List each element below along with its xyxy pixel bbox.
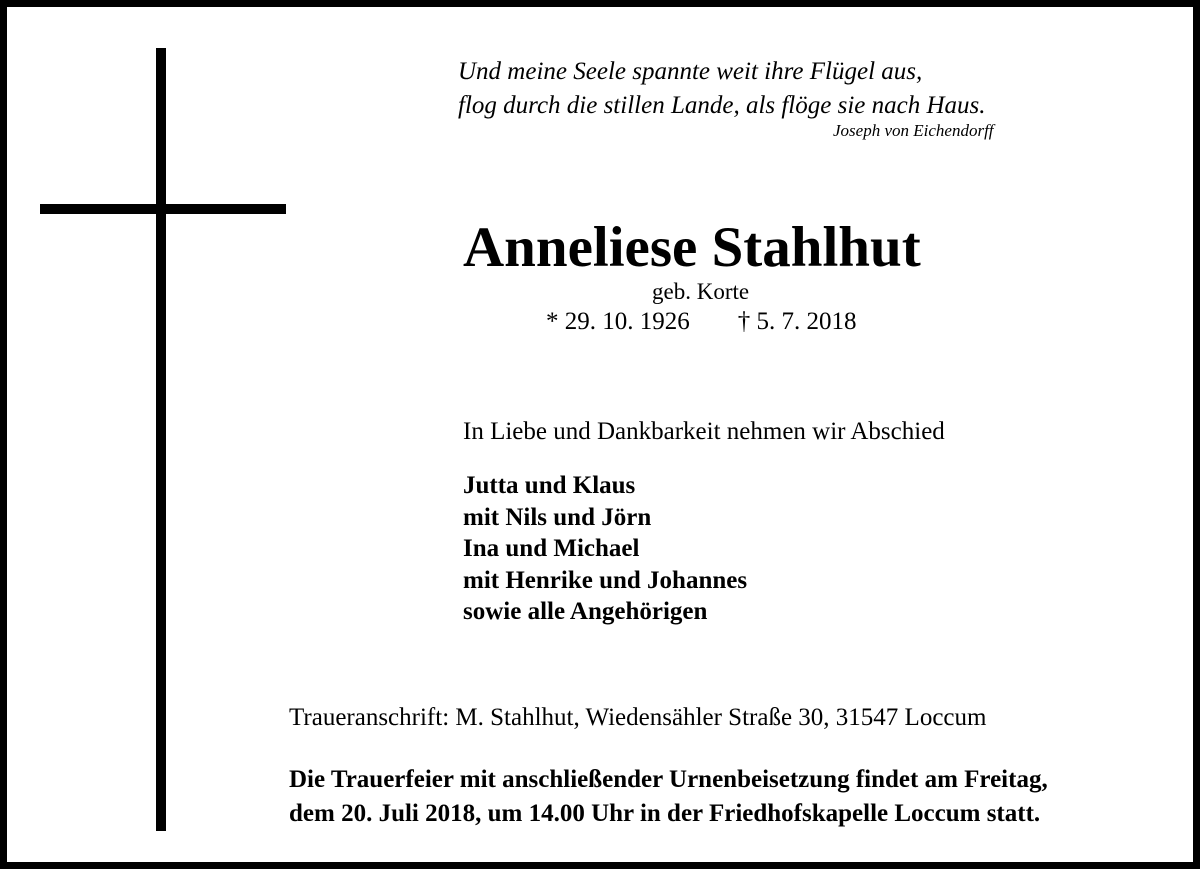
mourner-line: Jutta und Klaus — [463, 472, 636, 499]
mourner-line: mit Henrike und Johannes — [463, 566, 748, 594]
service-line: dem 20. Juli 2018, um 14.00 Uhr in der Friedhofskapelle Loccum statt. — [289, 800, 1041, 827]
cross-vertical-bar — [156, 48, 166, 831]
birth-date: * 29. 10. 1926 — [546, 308, 690, 335]
farewell-text: In Liebe und Dankbarkeit nehmen wir Abschied — [463, 418, 945, 445]
mourner-line: mit Nils und Jörn — [463, 503, 652, 531]
service-line: Die Trauerfeier mit anschließender Urnenbeisetzung findet am Freitag, — [289, 766, 1048, 793]
quote-line: flog durch die stillen Lande, als flöge sie nach Haus. — [458, 92, 986, 119]
cross-horizontal-bar — [40, 204, 286, 214]
mourners-list — [463, 470, 747, 628]
mourner-line: Ina und Michael — [463, 535, 640, 562]
deceased-name: Anneliese Stahlhut — [463, 216, 921, 279]
mourning-address: Traueranschrift: M. Stahlhut, Wiedensähler Straße 30, 31547 Loccum — [289, 704, 987, 731]
quote-author: Joseph von Eichendorff — [833, 121, 994, 140]
quote-line: Und meine Seele spannte weit ihre Flügel aus, — [458, 58, 923, 85]
life-dates — [546, 307, 857, 337]
death-date: † 5. 7. 2018 — [737, 308, 857, 335]
mourner-line: sowie alle Angehörigen — [463, 598, 708, 625]
quote — [458, 55, 986, 123]
funeral-service-info — [289, 763, 1048, 831]
maiden-name: geb. Korte — [652, 279, 750, 304]
